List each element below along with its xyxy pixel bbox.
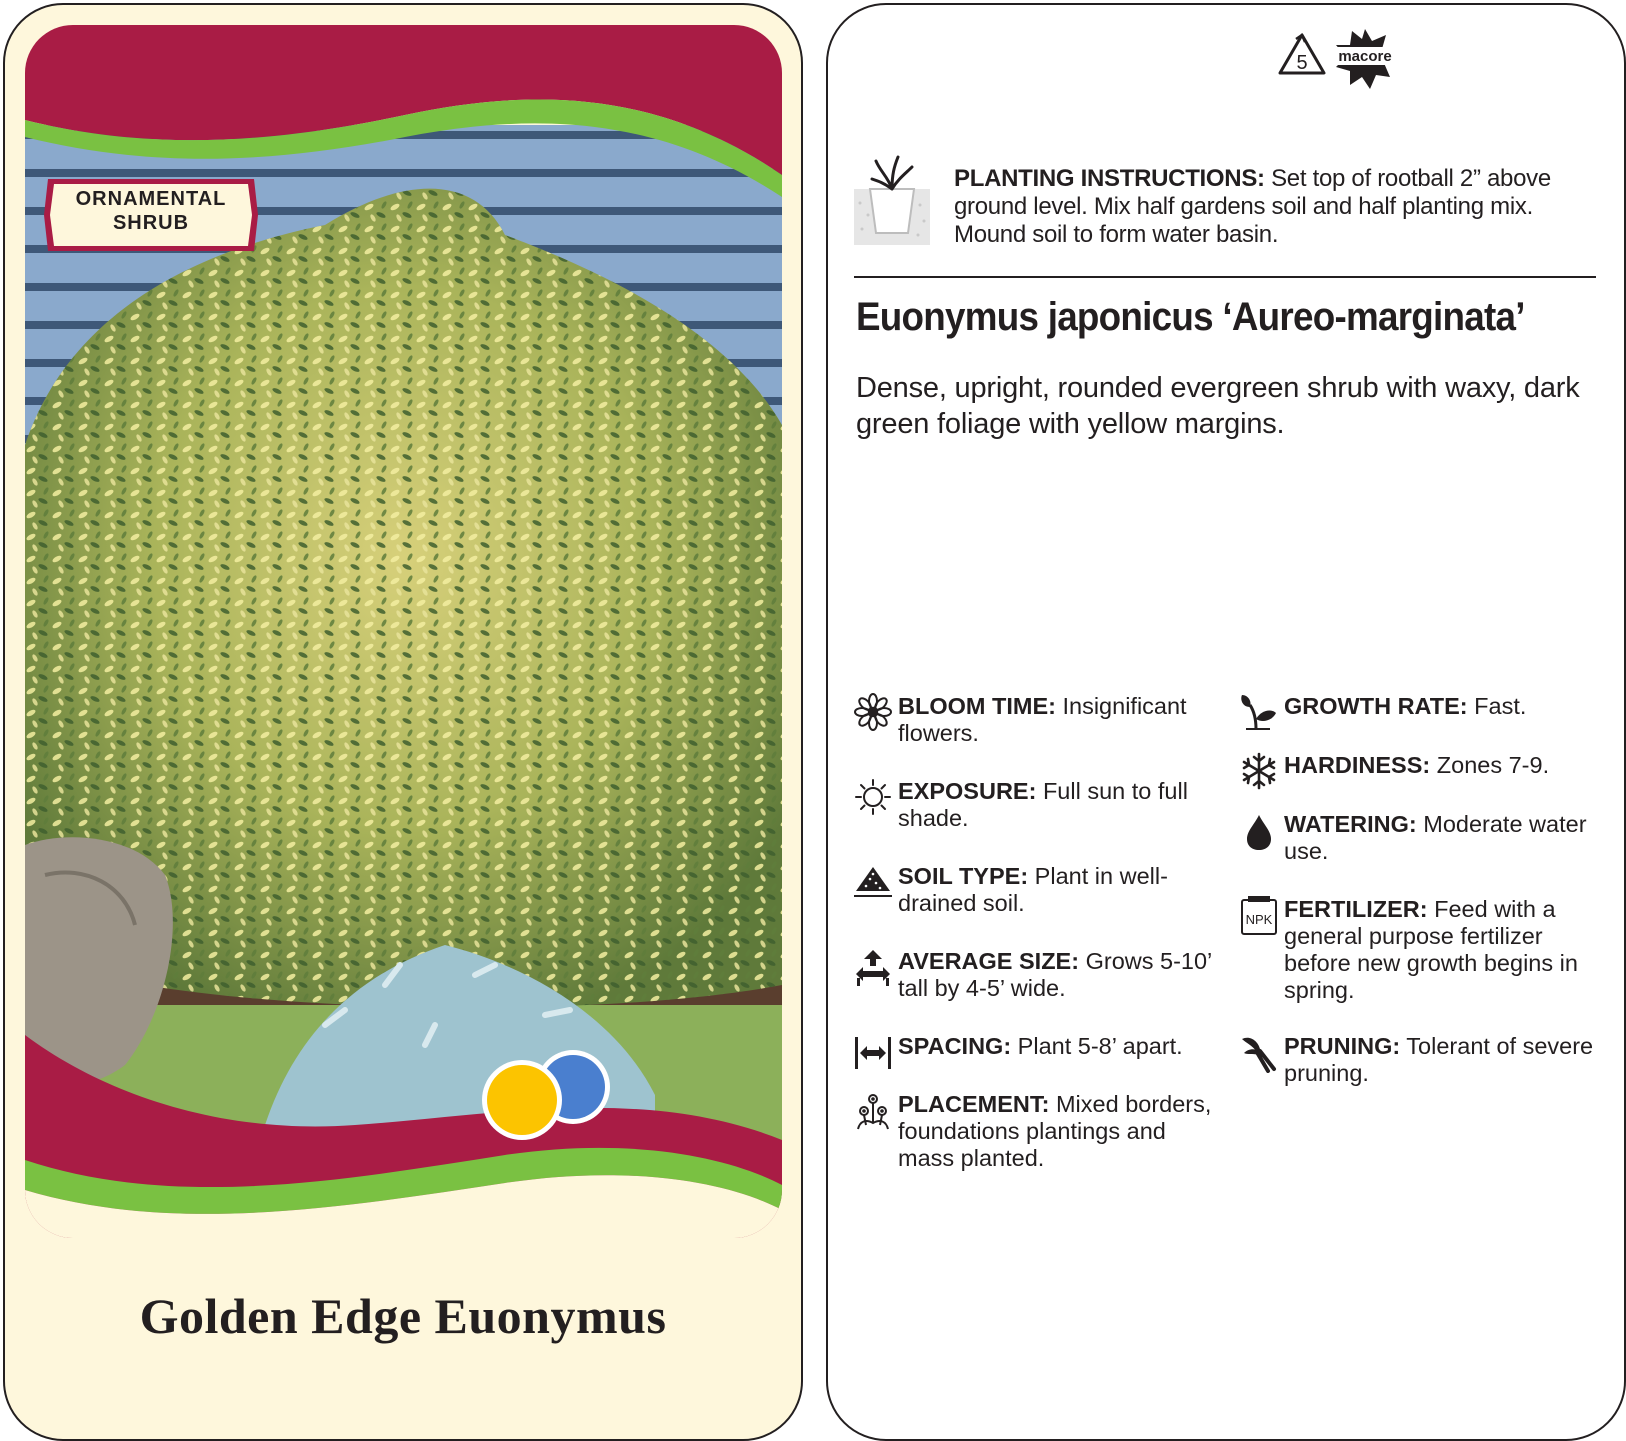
pruners-icon: [1240, 1033, 1278, 1073]
attr-label: SOIL TYPE:: [898, 863, 1029, 889]
size-icon: [854, 948, 892, 986]
snowflake-icon: [1240, 752, 1278, 790]
attr-label: HARDINESS:: [1284, 752, 1431, 778]
common-name: Golden Edge Euonymus: [139, 1288, 667, 1344]
sun-dot-icon: [487, 1065, 557, 1135]
attr-label: FERTILIZER:: [1284, 896, 1428, 922]
attr-label: PRUNING:: [1284, 1033, 1401, 1059]
badge-line-1: ORNAMENTAL: [75, 188, 227, 210]
planting-text: Set top of rootball 2” above ground level. Mix half gardens soil and half planting mix. Mound soil to form water basin.: [954, 165, 1551, 248]
divider: [854, 276, 1596, 278]
attr-label: WATERING:: [1284, 811, 1417, 837]
category-badge: [38, 173, 264, 257]
recycle-icon: [1276, 31, 1328, 81]
planting-instructions: [954, 165, 1594, 249]
botanical-name: Euonymus japonicus ‘Aureo-marginata’: [856, 295, 1525, 339]
sun-icon: [854, 778, 892, 816]
attr-value: Feed with a general purpose fertilizer before new growth begins in spring.: [1284, 896, 1578, 1003]
sprout-icon: [1240, 693, 1278, 731]
attr-value: Mixed borders, foundations plantings and mass planted.: [898, 1091, 1212, 1171]
recycle-number: 5: [1296, 52, 1308, 74]
attr-label: PLACEMENT:: [898, 1091, 1050, 1117]
npk-label: NPK: [1245, 912, 1273, 927]
attr-label: AVERAGE SIZE:: [898, 948, 1080, 974]
attr-value: Fast.: [1467, 693, 1527, 719]
attr-label: BLOOM TIME:: [898, 693, 1056, 719]
planting-label: PLANTING INSTRUCTIONS:: [954, 165, 1265, 192]
attr-value: Plant 5-8’ apart.: [1011, 1033, 1183, 1059]
attr-label: EXPOSURE:: [898, 778, 1037, 804]
flower-icon: [854, 693, 892, 731]
attr-value: Full sun to full shade.: [898, 778, 1188, 831]
attr-value: Insignificant flowers.: [898, 693, 1187, 746]
water-drop-icon: [1240, 811, 1278, 851]
back-card: [826, 3, 1626, 1441]
potted-plant-icon: [854, 153, 934, 249]
front-card: [3, 3, 803, 1441]
spacing-icon: [854, 1033, 892, 1071]
attr-value: Zones 7-9.: [1430, 752, 1550, 778]
attr-value: Plant in well-drained soil.: [898, 863, 1168, 916]
badge-line-2: SHRUB: [112, 212, 190, 234]
placement-icon: [854, 1091, 892, 1131]
attr-label: GROWTH RATE:: [1284, 693, 1468, 719]
attr-value: Tolerant of severe pruning.: [1284, 1033, 1594, 1086]
brand-name: macore: [1338, 48, 1392, 65]
macore-logo-icon: [1330, 27, 1400, 91]
plant-description: Dense, upright, rounded evergreen shrub with waxy, dark green foliage with yellow margins.: [856, 372, 1580, 440]
exposure-dots: [477, 1045, 617, 1145]
soil-icon: [854, 863, 892, 901]
attr-value: Moderate water use.: [1284, 811, 1587, 864]
attr-value: Grows 5-10’ tall by 4-5’ wide.: [898, 948, 1212, 1001]
attr-label: SPACING:: [898, 1033, 1012, 1059]
npk-icon: [1240, 896, 1278, 936]
